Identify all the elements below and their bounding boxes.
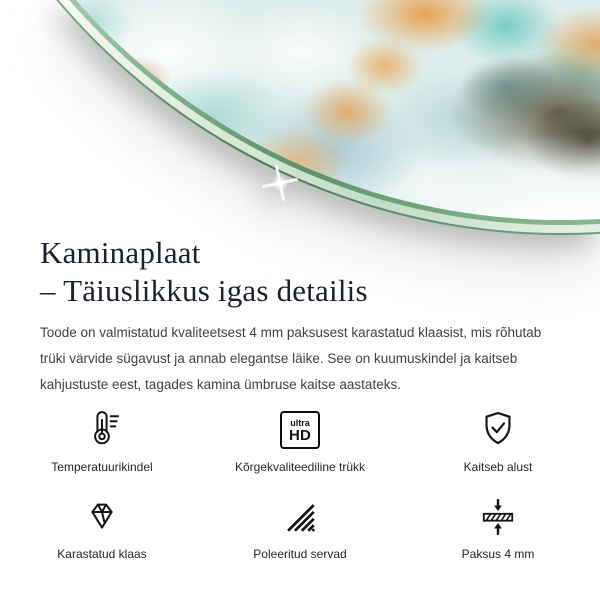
feature-label: Kaitseb alust bbox=[463, 460, 533, 474]
thickness-icon bbox=[476, 493, 520, 541]
ultra-hd-icon bbox=[280, 406, 320, 454]
marble-artwork bbox=[0, 0, 600, 252]
glass-plate-image bbox=[0, 0, 600, 252]
page-title-line1: Kaminaplaat bbox=[40, 235, 201, 270]
feature-label: Karastatud klaas bbox=[57, 547, 147, 561]
feature-thickness-4mm bbox=[462, 493, 535, 562]
feature-protects-base bbox=[464, 406, 533, 475]
page-title-line2: – Täiuslikkus igas detailis bbox=[40, 273, 368, 308]
feature-label: Temperatuurikindel bbox=[51, 460, 153, 474]
feature-temperature-resistant bbox=[51, 406, 152, 475]
feature-tempered-glass bbox=[57, 493, 146, 562]
polished-edges-icon bbox=[278, 493, 322, 541]
feature-ultra-hd-print bbox=[235, 406, 365, 475]
features-grid bbox=[0, 406, 600, 562]
feature-polished-edges bbox=[253, 493, 346, 562]
product-description: Toode on valmistatud kvaliteetsest 4 mm paksusest karastatud klaasist, mis rõhutab trüki värvide sügavust ja annab elegantse läike. See on kuumuskindel ja kaitseb kahjustuste eest, tagades kamina ümbruse kaitse aastateks. bbox=[40, 325, 542, 392]
feature-label: Kõrgekvaliteediline trükk bbox=[234, 460, 366, 474]
ultra-hd-icon-text-top: ultra bbox=[290, 417, 310, 428]
diamond-icon bbox=[80, 493, 124, 541]
thermometer-icon bbox=[80, 406, 124, 454]
feature-label: Poleeritud servad bbox=[253, 547, 347, 561]
product-hero bbox=[0, 0, 600, 212]
shield-check-icon bbox=[476, 406, 520, 454]
ultra-hd-icon-text-bottom: HD bbox=[288, 426, 312, 444]
feature-label: Paksus 4 mm bbox=[461, 547, 535, 561]
